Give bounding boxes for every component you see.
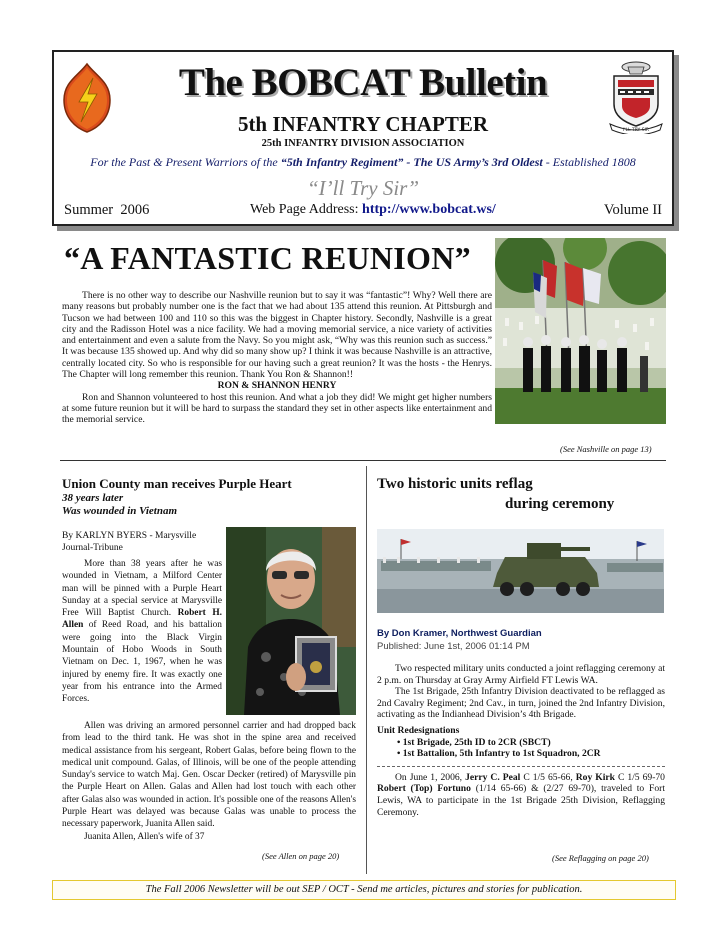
text-run: (1/14 65-66) & (2/27 69-70), traveled to Fort Lewis, WA to participate in the 1st Brigade 25th Division, Reflagging Ceremony. [377,783,665,818]
color-guard-photo [495,238,666,424]
reflag-byline: By Don Kramer, Northwest Guardian [377,628,542,639]
person-name: Robert (Top) Fortuno [377,783,471,795]
dashed-divider [377,766,665,767]
feature-paragraph: There is no other way to describe our Nashville reunion but to say it was “fantastic”! Why? Well there are many reasons but probably number one is the fact that we had about 135 attend this reunion. At Pittsburgh and Tucson we had between 100 and 110 so this was the biggest in Chapter history. Secondly, Nashville is a great city and the Radisson Hotel was a nice facility. We had a moving memorial service, a nice variety of activities and entertainment and even a salute from the Navy. So you might ask, “Why was this reunion such as success.” It was because 135 showed up. And why did so many show up? I think it was because Nashville is an attractive, centrally located city. So who is responsible for our having such a great reunion? It was the hosts - the Henrys. The Chapter will long remember this reunion. Thank You Ron & Shannon!! [62,290,492,381]
text-run: C 1/5 69-70 [614,771,665,783]
robert-allen-photo [226,527,356,715]
nashville-continued: (See Nashville on page 13) [560,444,652,454]
web-address [250,202,496,218]
tagline-bold: “5th Infantry Regiment” - The US Army’s 3rd Oldest [280,155,543,169]
reflag-headline-line2: during ceremony [505,496,615,512]
allen-continued: (See Allen on page 20) [262,851,340,861]
unit-redesignations-heading: Unit Redesignations [377,724,460,736]
column-divider [366,466,367,874]
unit-redesignation-item: • 1st Battalion, 5th Infantry to 1st Squadron, 2CR [397,748,601,760]
web-address-link[interactable]: http://www.bobcat.ws/ [362,202,496,217]
chapter-name: 5th INFANTRY CHAPTER [237,112,489,136]
text-run: C 1/5 65-66, [520,771,576,783]
feature-paragraph: Ron and Shannon volunteered to host this reunion. And what a job they did! We might get higher numbers at some future reunion but it will be hard to surpass the standard they set in other aspects like entertainment and the memorial service. [62,391,492,426]
person-name: Jerry C. Peal [465,771,521,783]
tagline-post: - Established 1808 [542,155,636,169]
tagline [54,155,672,170]
stryker-vehicle-photo [377,529,664,613]
purple-heart-subhead [62,492,177,518]
body-paragraph: Two respected military units conducted a joint reflagging ceremony at 2 p.m. on Thursday at Gray Army Airfield FT Lewis WA. [377,663,665,686]
association-name: 25th INFANTRY DIVISION ASSOCIATION [261,138,465,149]
volume-number: Volume II [603,202,662,218]
unit-redesignation-item: • 1st Brigade, 25th ID to 2CR (SBCT) [397,736,551,748]
purple-heart-byline: By KARLYN BYERS - Marysville Journal-Tribune [62,531,197,554]
purple-heart-headline: Union County man receives Purple Heart [62,476,292,491]
body-paragraph: Juanita Allen, Allen's wife of 37 [84,831,205,842]
reflag-headline-line1: Two historic units reflag [377,476,533,492]
text-run: On June 1, 2006, [395,771,466,783]
feature-body [62,290,492,426]
footer-notice: The Fall 2006 Newsletter will be out SEP / OCT - Send me articles, pictures and stories for publication. [52,880,676,900]
masthead [52,50,674,226]
regimental-crest-icon [606,58,666,134]
section-divider [60,460,666,461]
body-paragraph [62,558,222,706]
subhead-line: 38 years later [62,492,124,504]
body-paragraph: Allen was driving an armored personnel carrier and had dropped back from lead to the third tank. He was shot in the spine area and received medical assistance from his sergeant, Robert Galas, before being flown to the medical unit compound. Galas, of Illinois, will be one of the people attending Sunday's service to watch Maj. Gen. Oscar Decker (retired) of Marysville pin the Purple Heart on Allen. Galas and Allen had lost touch with each other after Galas also was wounded in action. It's possible one of the reasons Allen's Purple Heart was delayed was because Galas was unable to process the necessary paperwork, Juanita Allen said. [62,721,356,830]
body-paragraph: The 1st Brigade, 25th Infantry Division deactivated to be reflagged as 2nd Cavalry Regiment; 2nd Cav., in turn, joined the 2nd Infantry Division, activating as the Indianhead Division’s 4th Brigade. [377,686,665,721]
text-run: of Reed Road, and his battalion were going into the Black Virgin Mountain of Hobo Woods in South Vietnam on Dec. 1, 1967, when he was injured by enemy fire. It was exactly one year from his entrance into the Armed Forces. [62,620,222,705]
crest-motto: I'LL TRY SIR [622,128,650,133]
person-name: Robert H. Allen [62,608,222,631]
tagline-pre: For the Past & Present Warriors of the [90,155,281,169]
issue-season: Summer 2006 [64,202,150,218]
reflag-body [377,663,665,818]
newsletter-title: The BOBCAT Bulletin [178,61,548,104]
subhead-line: Was wounded in Vietnam [62,505,178,517]
web-address-label: Web Page Address: [250,202,359,217]
body-paragraph [377,772,665,818]
feature-headline: “A FANTASTIC REUNION” [64,240,471,276]
host-names: RON & SHANNON HENRY [217,380,337,392]
motto: “I’ll Try Sir” [306,176,420,200]
text-run: More than 38 years after he was wounded in Vietnam, a Milford Center man will be pinned with a Purple Heart Sunday at a special service at Marysville Free Will Baptist Church. [62,559,222,619]
purple-heart-body-top [62,558,222,706]
purple-heart-body-bottom [62,720,356,843]
reflag-continued: (See Reflagging on page 20) [552,853,649,863]
publish-date: Published: June 1st, 2006 01:14 PM [377,641,530,652]
person-name: Roy Kirk [575,771,615,783]
